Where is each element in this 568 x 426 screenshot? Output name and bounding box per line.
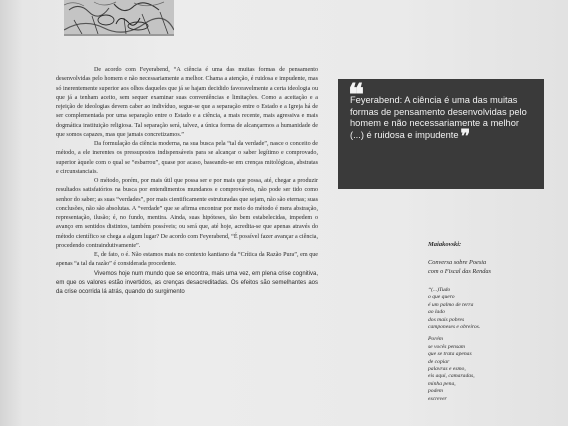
close-quote-icon: ❞ bbox=[460, 125, 471, 146]
poem-stanza bbox=[428, 287, 548, 331]
open-quote-icon: ❝ bbox=[348, 79, 365, 112]
poem-line: podem bbox=[428, 388, 443, 395]
engraving-illustration bbox=[64, 0, 174, 36]
poem-line: de copiar bbox=[428, 358, 450, 365]
poem-sidebar bbox=[428, 241, 548, 408]
pull-quote-text: Feyerabend: A ciência é uma das muitas formas de pensamento desenvolvidas pelo homem e não necessariamente a melhor (...) é ruidosa e impudente bbox=[350, 95, 527, 140]
poem-subtitle bbox=[428, 258, 548, 277]
poem-line: se vocês pensam bbox=[428, 343, 465, 350]
poem-author: Maiakovski: bbox=[428, 241, 462, 248]
poem-subtitle-line: Conversa sobre Poesia bbox=[428, 258, 487, 266]
poem-line: o que quero bbox=[428, 294, 455, 301]
article-body bbox=[56, 66, 318, 297]
paragraph-cognitive-crisis: Vivemos hoje num mundo que se encontra, mais uma vez, em plena crise cognitiva, em que os valores estão invertidos, as crenças desacreditadas. Os efeitos são semelhantes aos da crise ocorrida lá atrás, quando do surgimento bbox=[56, 270, 318, 295]
pull-quote-box bbox=[338, 79, 544, 189]
poem-line: camponeses e obreiros. bbox=[428, 323, 481, 330]
poem-line: ao lado bbox=[428, 309, 445, 316]
paragraph-method-truth: O método, porém, por mais útil que possa ser e por mais que possa, até, chegar a produzir resultados satisfatórios na busca por entendimentos mundanos e comprováveis, não pode ser tido como senhor do saber; as suas “verdades”, por mais cientificamente estruturadas que sejam, não são eternas; suas conclusões, não são absolutas. A “verdade” que se afirma encontrar por meio do método é mera abstração, representação, ilusão; é, no fundo, mentira. Ainda, suas hipóteses, tão bem estabelecidas, impedem o avanço em sentidos distintos, também possíveis; ou será que, até hoje, acredita-se que apenas através do método científico se chega a algum lugar? De acordo com Feyerabend, “É possível fazer avançar a ciência, procedendo contraindutivamente”. bbox=[56, 178, 318, 249]
pull-quote bbox=[350, 95, 534, 146]
paragraph-kantian-context: E, de fato, o é. Não estamos mais no contexto kantiano da “Crítica da Razão Pura”, em que apenas “a tal da razão” é considerada procedente. bbox=[56, 252, 318, 268]
poem-line: é um palmo de terra bbox=[428, 301, 474, 308]
poem-verses bbox=[428, 287, 548, 403]
poem-line: “(...)Tudo bbox=[428, 286, 451, 293]
paragraph-feyerabend-quote: De acordo com Feyerabend, “A ciência é uma das muitas formas de pensamento desenvolvidas pelo homem e não necessariamente a melhor. Chama a atenção, é ruidosa e impudente, mas só inerentemente superior aos olhos daqueles que já se hajam decidido favoravelmente a certa ideologia ou que já a tenham aceito, sem sequer examinar suas conveniências e limitações. Como a aceitação e a rejeição de ideologias devem caber ao indivíduo, segue-se que a separação entre o Estado e a Igreja há de ser complementada por uma separação entre o Estado e a ciência, a mais recente, mais agressiva e mais dogmática instituição religiosa. Tal separação será, talvez, a única forma de alcançarmos a humanidade de que somos capazes, mas que jamais concretizamos.” bbox=[56, 67, 318, 138]
poem-line: eis aqui, camaradas, bbox=[428, 373, 475, 380]
poem-line: minha pena, bbox=[428, 380, 456, 387]
paragraph-scientific-method: Da formulação da ciência moderna, na sua busca pela “tal da verdade”, nasce o conceito de método, a ele inerentes os pressupostos indispensáveis para se alcançar o saber legítimo e comprovado, superior àquele com o qual se “esbarrou”, quase por acaso, baseando-se em crenças mitológicas, abstratas e circunstanciais. bbox=[56, 141, 318, 175]
poem-line: Porém bbox=[428, 336, 443, 343]
poem-line: palavras e esmo, bbox=[428, 365, 466, 372]
poem-subtitle-line: com o Fiscal das Rendas bbox=[428, 268, 491, 276]
poem-line: que se trata apenas bbox=[428, 351, 472, 358]
poem-line: escrever bbox=[428, 395, 447, 402]
poem-stanza bbox=[428, 336, 548, 403]
poem-line: dos mais pobres bbox=[428, 316, 465, 323]
